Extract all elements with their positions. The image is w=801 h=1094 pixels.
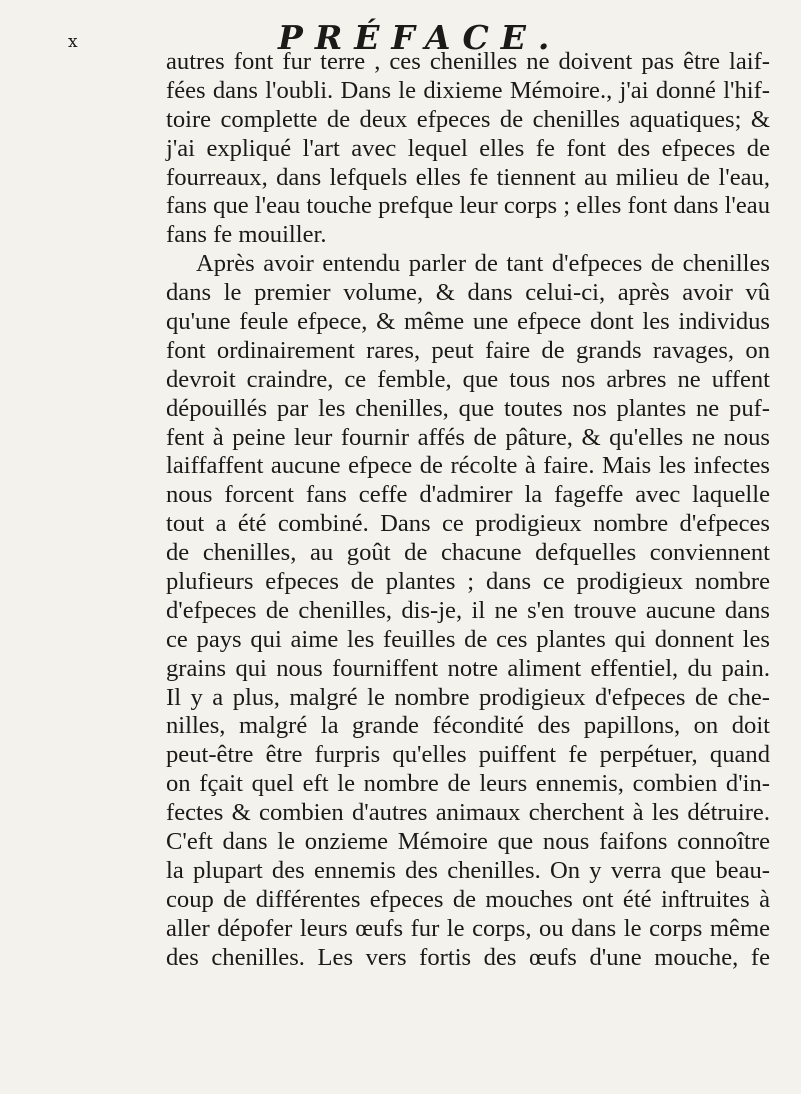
text-line: dans le premier volume, & dans celui-ci, après avoir vû <box>166 279 770 307</box>
text-line: d'efpeces de chenilles, dis-je, il ne s'en trouve aucune dans <box>166 596 770 624</box>
text-line: laiffaffent aucune efpece de récolte à faire. Mais les infectes <box>166 452 770 480</box>
paragraph <box>166 250 770 972</box>
text-line: ce pays qui aime les feuilles de ces plantes qui donnent les <box>166 625 770 653</box>
text-line: aller dépofer leurs œufs fur le corps, ou dans le corps même <box>166 914 770 942</box>
text-line: fent à peine leur fournir affés de pâture, & qu'elles ne nous <box>166 423 770 451</box>
text-line: fans que l'eau touche prefque leur corps ; elles font dans l'eau <box>166 192 770 220</box>
text-line: tout a été combiné. Dans ce prodigieux nombre d'efpeces <box>166 510 770 538</box>
text-line: devroit craindre, ce femble, que tous nos arbres ne uffent <box>166 365 770 393</box>
running-title: PRÉFACE. <box>278 18 562 57</box>
text-line: toire complette de deux efpeces de chenilles aquatiques; & <box>166 105 770 133</box>
text-line: peut-être être furpris qu'elles puiffent fe perpétuer, quand <box>166 741 770 769</box>
text-line: fées dans l'oubli. Dans le dixieme Mémoire., j'ai donné l'hif- <box>166 76 770 104</box>
text-line: fourreaux, dans lefquels elles fe tiennent au milieu de l'eau, <box>166 163 770 191</box>
text-line: C'eft dans le onzieme Mémoire que nous faifons connoître <box>166 828 770 856</box>
page-number: x <box>68 32 78 52</box>
text-line: j'ai expliqué l'art avec lequel elles fe font des efpeces de <box>166 134 770 162</box>
text-line: dépouillés par les chenilles, que toutes nos plantes ne puf- <box>166 394 770 422</box>
text-line: autres font fur terre , ces chenilles ne doivent pas être laif- <box>166 48 770 75</box>
text-line: Après avoir entendu parler de tant d'efpeces de chenilles <box>196 250 770 278</box>
paragraph <box>166 48 770 250</box>
text-line: font ordinairement rares, peut faire de grands ravages, on <box>166 336 770 364</box>
text-line: fans fe mouiller. <box>166 221 327 249</box>
text-line: nilles, malgré la grande fécondité des papillons, on doit <box>166 712 770 740</box>
text-line: de chenilles, au goût de chacune defquelles conviennent <box>166 539 770 567</box>
text-line: on fçait quel eft le nombre de leurs ennemis, combien d'in- <box>166 770 770 798</box>
text-line: nous forcent fans ceffe d'admirer la fageffe avec laquelle <box>166 481 770 509</box>
text-line: qu'une feule efpece, & même une efpece dont les individus <box>166 308 770 336</box>
text-line: plufieurs efpeces de plantes ; dans ce prodigieux nombre <box>166 568 770 596</box>
text-line: grains qui nous fourniffent notre aliment effentiel, du pain. <box>166 654 770 682</box>
text-line: coup de différentes efpeces de mouches ont été inftruites à <box>166 885 770 913</box>
text-line: des chenilles. Les vers fortis des œufs d'une mouche, fe <box>166 943 770 971</box>
text-line: la plupart des ennemis des chenilles. On y verra que beau- <box>166 856 770 884</box>
body-text <box>166 48 770 973</box>
text-line: fectes & combien d'autres animaux cherchent à les détruire. <box>166 799 770 827</box>
text-line: Il y a plus, malgré le nombre prodigieux d'efpeces de che- <box>166 683 770 711</box>
